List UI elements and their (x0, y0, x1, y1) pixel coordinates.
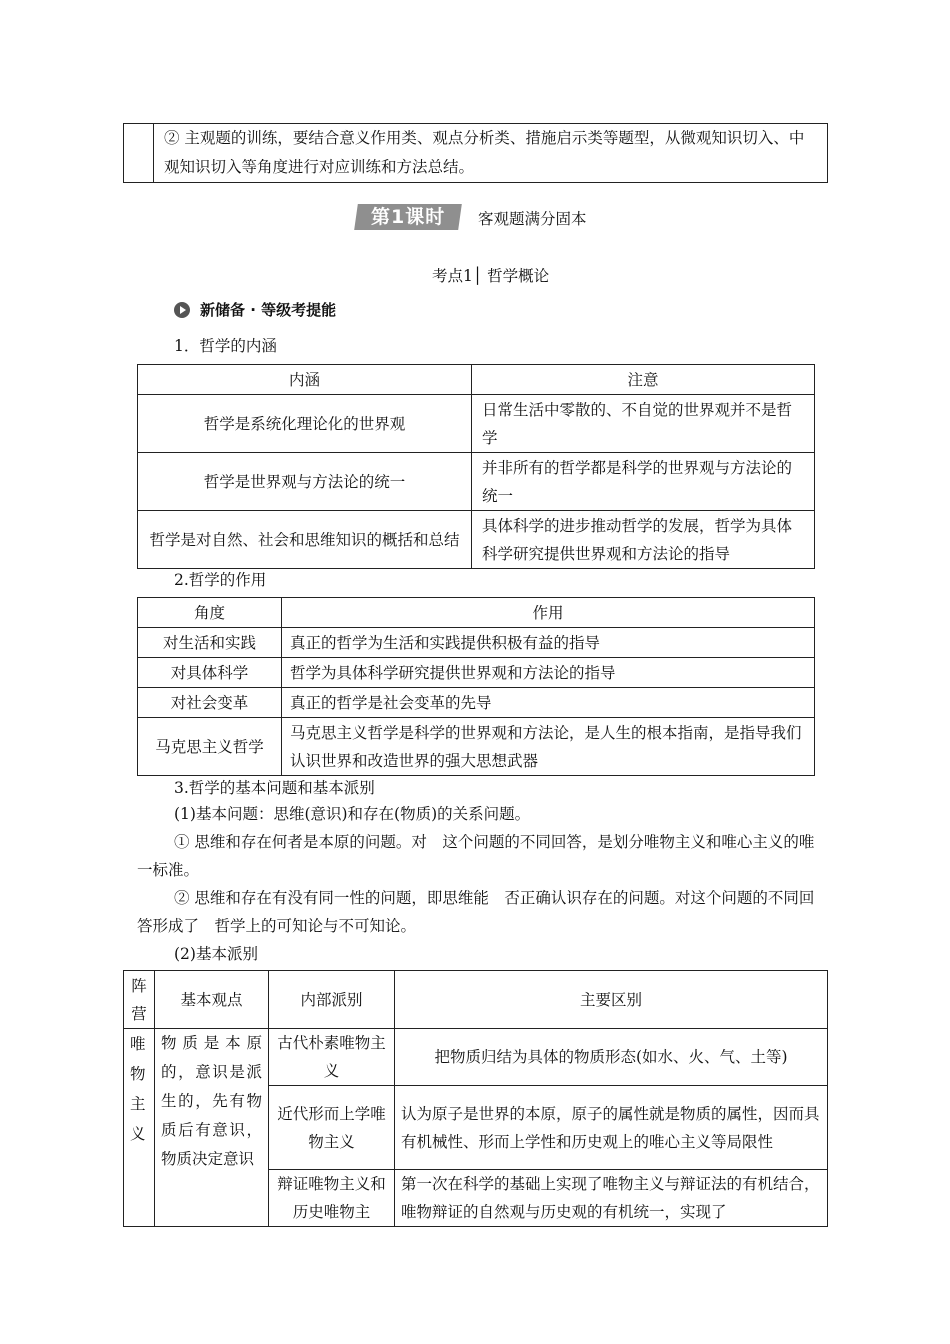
philosophy-role-table (137, 597, 815, 776)
table3-cell: 古代朴素唯物主义 (269, 1029, 395, 1086)
table2-header: 作用 (282, 598, 815, 628)
kaodian-heading: 考点1│ 哲学概论 (432, 267, 550, 285)
table1-cell: 具体科学的进步推动哲学的发展，哲学为具体科学研究提供世界观和方法论的指导 (472, 511, 815, 569)
table3-cell: 第一次在科学的基础上实现了唯物主义与辩证法的有机结合，唯物辩证的自然观与历史观的有机统一，实现了 (395, 1170, 828, 1227)
table2-cell: 马克思主义哲学 (138, 718, 282, 776)
table2-cell: 真正的哲学是社会变革的先导 (282, 688, 815, 718)
lesson-badge-text: 第1课时 (370, 206, 446, 228)
paragraph-point-1: ① 思维和存在何者是本原的问题。对 这个问题的不同回答，是划分唯物主义和唯心主义的唯 一标准。 (137, 833, 830, 879)
top-box-text: ② 主观题的训练，要结合意义作用类、观点分析类、措施启示类等题型，从微观知识切入、中观知识切入等角度进行对应训练和方法总结。 (154, 124, 828, 183)
philosophy-meaning-table (137, 364, 815, 569)
section-title: 新储备 · 等级考提能 (200, 301, 337, 319)
table3-header: 阵营 (124, 971, 155, 1029)
table3-header: 基本观点 (155, 971, 269, 1029)
paragraph-basic-question: (1)基本问题：思维(意识)和存在(物质)的关系问题。 (174, 805, 531, 823)
table1-header: 内涵 (138, 365, 472, 395)
heading-3: 3.哲学的基本问题和基本派别 (174, 779, 375, 797)
play-circle-icon (174, 302, 190, 318)
table3-header: 内部派别 (269, 971, 395, 1029)
table1-cell: 日常生活中零散的、不自觉的世界观并不是哲学 (472, 395, 815, 453)
top-box-left-cell (124, 124, 154, 183)
lesson-subtitle: 客观题满分固本 (478, 210, 587, 228)
table2-cell: 真正的哲学为生活和实践提供积极有益的指导 (282, 628, 815, 658)
heading-1: 1．哲学的内涵 (174, 337, 277, 355)
table3-header: 主要区别 (395, 971, 828, 1029)
table1-cell: 并非所有的哲学都是科学的世界观与方法论的统一 (472, 453, 815, 511)
table3-cell: 辩证唯物主义和历史唯物主 (269, 1170, 395, 1227)
table2-cell: 马克思主义哲学是科学的世界观和方法论，是人生的根本指南，是指导我们认识世界和改造世界的强大思想武器 (282, 718, 815, 776)
paragraph-point-2: ② 思维和存在有没有同一性的问题，即思维能 否正确认识存在的问题。对这个问题的不同回答形成了 哲学上的可知论与不可知论。 (137, 889, 815, 935)
table2-cell: 对具体科学 (138, 658, 282, 688)
table1-cell: 哲学是世界观与方法论的统一 (138, 453, 472, 511)
table1-cell: 哲学是对自然、社会和思维知识的概括和总结 (138, 511, 472, 569)
table2-cell: 对社会变革 (138, 688, 282, 718)
table2-cell: 哲学为具体科学研究提供世界观和方法论的指导 (282, 658, 815, 688)
lesson-badge (354, 204, 462, 230)
philosophy-schools-table (123, 970, 828, 1227)
table3-view: 物质是本原的，意识是派生的，先有物质后有意识，物质决定意识 (155, 1029, 269, 1227)
table1-cell: 哲学是系统化理论化的世界观 (138, 395, 472, 453)
table3-cell: 把物质归结为具体的物质形态(如水、火、气、土等) (395, 1029, 828, 1086)
table2-header: 角度 (138, 598, 282, 628)
table3-camp: 唯物主义 (124, 1029, 155, 1227)
heading-2: 2.哲学的作用 (174, 571, 267, 589)
top-box-table (123, 123, 828, 183)
paragraph-basic-schools: (2)基本派别 (174, 945, 258, 963)
table2-cell: 对生活和实践 (138, 628, 282, 658)
table1-header: 注意 (472, 365, 815, 395)
table3-cell: 近代形而上学唯物主义 (269, 1086, 395, 1170)
table3-cell: 认为原子是世界的本原，原子的属性就是物质的属性，因而具有机械性、形而上学性和历史观上的唯心主义等局限性 (395, 1086, 828, 1170)
